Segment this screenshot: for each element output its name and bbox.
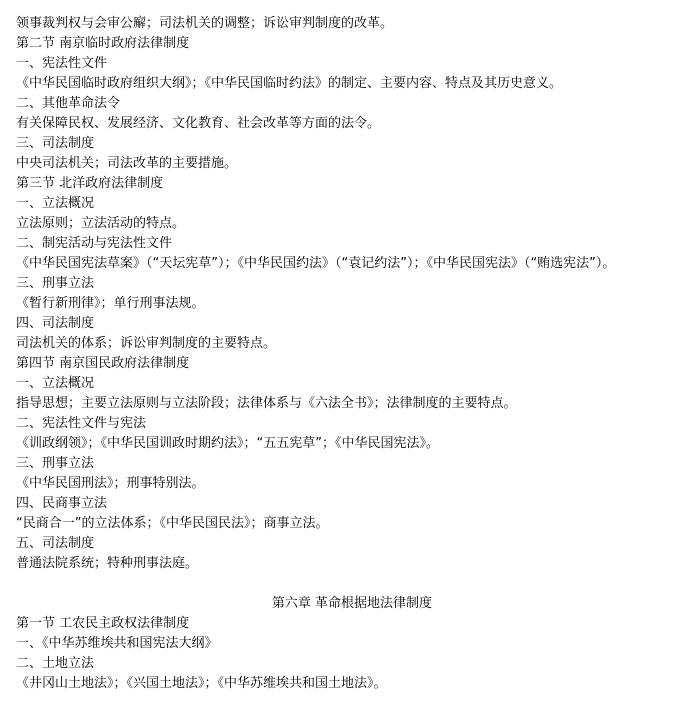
- text-line: 普通法院系统；特种刑事法庭。: [16, 556, 199, 571]
- section-heading: 第二节 南京临时政府法律制度: [16, 36, 190, 51]
- chapter-title: 第六章 革命根据地法律制度: [271, 596, 433, 611]
- text-line: 《暂行新刑律》；单行刑事法规。: [16, 296, 205, 311]
- subsection-heading: 二、宪法性文件与宪法: [16, 416, 147, 431]
- text-line: 《中华民国宪法草案》（“天坛宪草”）；《中华民国约法》（“袁记约法”）；《中华民国宪法》（“贿选宪法”）。: [16, 256, 616, 271]
- text-line: 中央司法机关；司法改革的主要措施。: [16, 156, 238, 171]
- subsection-heading: 三、司法制度: [16, 136, 95, 151]
- subsection-heading: 二、土地立法: [16, 656, 95, 671]
- text-line: 《井冈山土地法》；《兴国土地法》；《中华苏维埃共和国土地法》。: [16, 676, 387, 691]
- text-line: 《中华民国临时政府组织大纲》；《中华民国临时约法》的制定、主要内容、特点及其历史意义。: [16, 76, 563, 91]
- subsection-heading: 二、制宪活动与宪法性文件: [16, 236, 173, 251]
- text-line: 《中华民国刑法》；刑事特别法。: [16, 476, 205, 491]
- subsection-heading: 五、司法制度: [16, 536, 95, 551]
- document-body: [16, 14, 688, 694]
- text-line: 有关保障民权、发展经济、文化教育、社会改革等方面的法令。: [16, 116, 381, 131]
- subsection-heading: 四、民商事立法: [16, 496, 108, 511]
- section-heading: 第三节 北洋政府法律制度: [16, 176, 164, 191]
- subsection-heading: 一、立法概况: [16, 376, 95, 391]
- text-line: “民商合一”的立法体系；《中华民国民法》；商事立法。: [16, 516, 329, 531]
- subsection-heading: 一、宪法性文件: [16, 56, 108, 71]
- text-line: 领事裁判权与会审公廨；司法机关的调整；诉讼审判制度的改革。: [16, 16, 394, 31]
- subsection-heading: 一、《中华苏维埃共和国宪法大纲》: [16, 636, 218, 651]
- subsection-heading: 二、其他革命法令: [16, 96, 121, 111]
- section-heading: 第一节 工农民主政权法律制度: [16, 616, 190, 631]
- section-heading: 第四节 南京国民政府法律制度: [16, 356, 190, 371]
- subsection-heading: 三、刑事立法: [16, 456, 95, 471]
- text-line: 指导思想；主要立法原则与立法阶段；法律体系与《六法全书》；法律制度的主要特点。: [16, 396, 517, 411]
- text-line: 立法原则；立法活动的特点。: [16, 216, 186, 231]
- blank-line: [16, 574, 688, 594]
- subsection-heading: 一、立法概况: [16, 196, 95, 211]
- text-line: 司法机关的体系；诉讼审判制度的主要特点。: [16, 336, 277, 351]
- subsection-heading: 三、刑事立法: [16, 276, 95, 291]
- subsection-heading: 四、司法制度: [16, 316, 95, 331]
- text-line: 《训政纲领》；《中华民国训政时期约法》；“五五宪草”；《中华民国宪法》。: [16, 436, 439, 451]
